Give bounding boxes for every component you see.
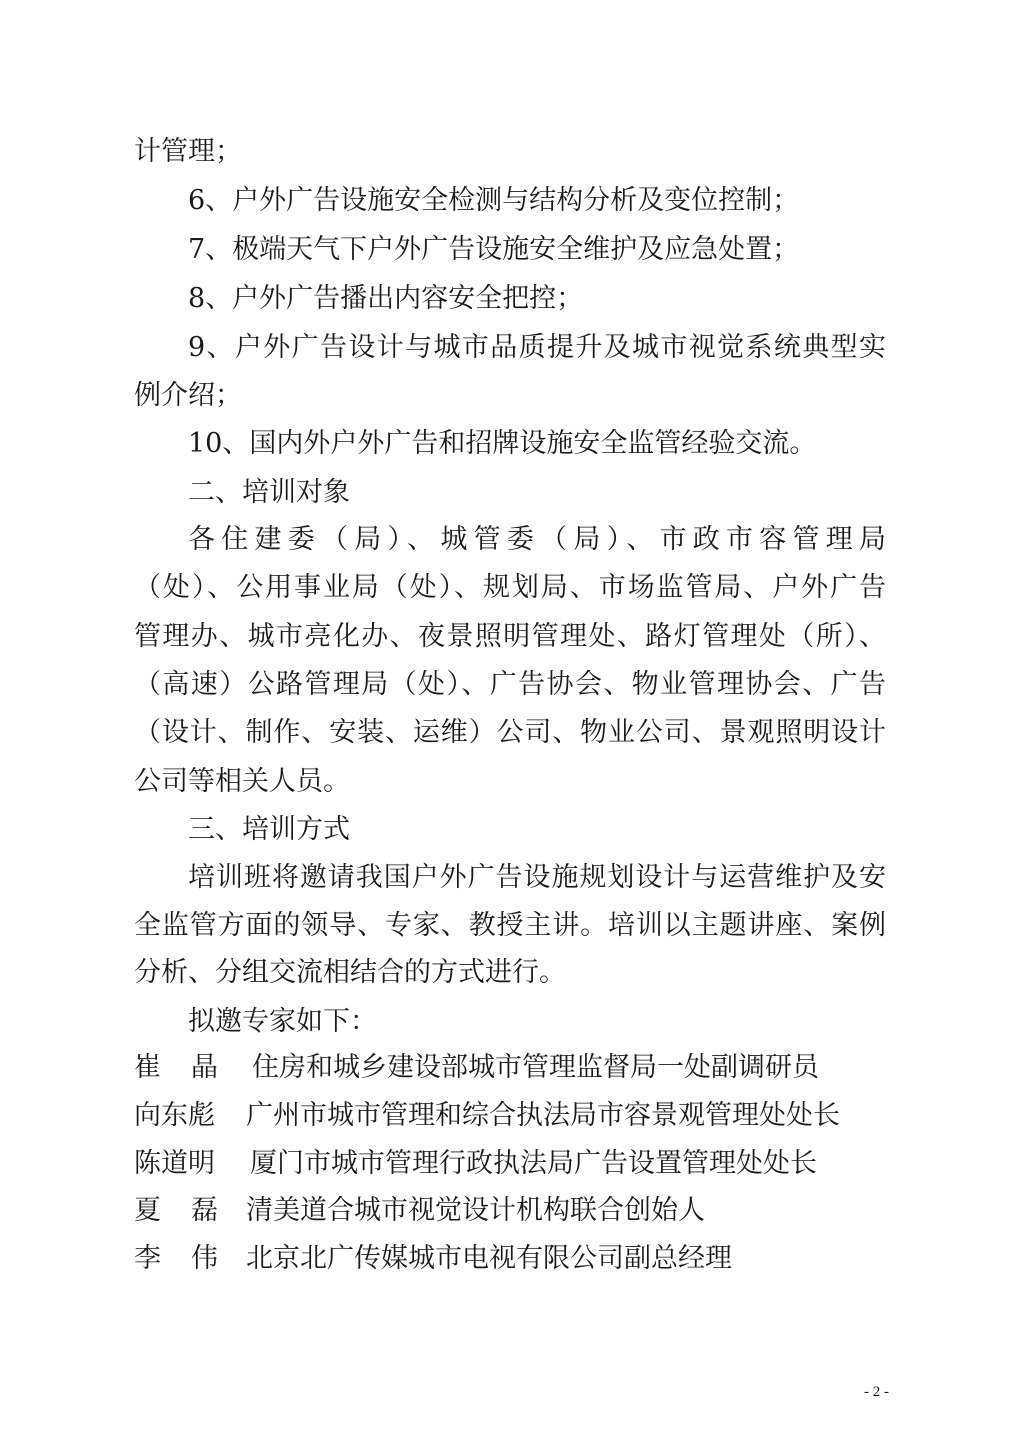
expert-name: 崔晶 — [134, 1052, 248, 1083]
list-item-7: 7、极端天气下户外广告设施安全维护及应急处置； — [188, 234, 800, 265]
expert-name: 陈道明 — [134, 1148, 215, 1179]
list-item-10: 10、国内外户外广告和招牌设施安全监管经验交流。 — [188, 428, 817, 459]
paragraph-line: 全监管方面的领导、专家、教授主讲。培训以主题讲座、案例 — [134, 910, 886, 941]
expert-row — [134, 1146, 894, 1182]
expert-row — [134, 1241, 894, 1277]
expert-row — [134, 1193, 894, 1229]
expert-title: 清美道合城市视觉设计机构联合创始人 — [246, 1195, 705, 1226]
expert-title: 北京北广传媒城市电视有限公司副总经理 — [246, 1243, 732, 1274]
expert-title: 厦门市城市管理行政执法局广告设置管理处处长 — [250, 1148, 817, 1179]
section-heading-training-targets: 二、培训对象 — [188, 477, 350, 508]
section-heading-training-method: 三、培训方式 — [188, 814, 350, 845]
list-item-6: 6、户外广告设施安全检测与结构分析及变位控制； — [188, 185, 800, 216]
expert-title: 广州市城市管理和综合执法局市容景观管理处处长 — [246, 1100, 840, 1131]
paragraph-line: 分析、分组交流相结合的方式进行。 — [134, 957, 566, 988]
list-item-9: 9、户外广告设计与城市品质提升及城市视觉系统典型实 — [188, 332, 886, 363]
expert-row — [134, 1050, 894, 1086]
expert-name: 向东彪 — [134, 1100, 215, 1131]
paragraph-line: 管理办、城市亮化办、夜景照明管理处、路灯管理处（所）、 — [134, 621, 886, 652]
paragraph-line: 计管理； — [134, 136, 242, 167]
expert-name: 夏磊 — [134, 1195, 248, 1226]
expert-title: 住房和城乡建设部城市管理监督局一处副调研员 — [252, 1052, 819, 1083]
paragraph-line: （高速）公路管理局（处）、广告协会、物业管理协会、广告 — [134, 669, 886, 700]
paragraph-line: 公司等相关人员。 — [134, 766, 350, 797]
expert-row — [134, 1098, 894, 1134]
paragraph-line: 培训班将邀请我国户外广告设施规划设计与运营维护及安 — [188, 862, 886, 893]
paragraph-line: （处）、公用事业局（处）、规划局、市场监管局、户外广告 — [134, 572, 886, 603]
list-item-9-cont: 例介绍； — [134, 380, 242, 411]
list-item-8: 8、户外广告播出内容安全把控； — [188, 283, 584, 314]
experts-intro: 拟邀专家如下： — [188, 1006, 377, 1037]
page-number: - 2 - — [864, 1384, 889, 1400]
expert-name: 李伟 — [134, 1243, 248, 1274]
paragraph-line: （设计、制作、安装、运维）公司、物业公司、景观照明设计 — [134, 717, 886, 748]
paragraph-line: 各住建委（局）、城管委（局）、市政市容管理局 — [188, 524, 886, 555]
